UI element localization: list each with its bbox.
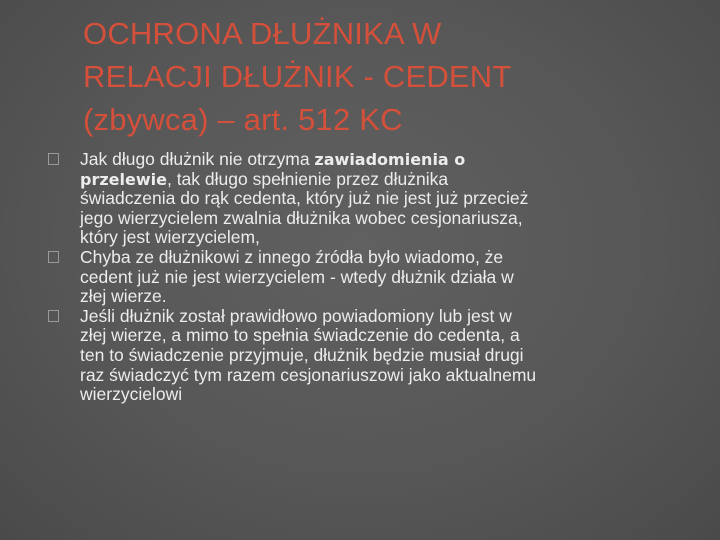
bullet-text <box>80 307 668 405</box>
bullet-line: świadczenia do rąk cedenta, który już nie jest już przecież <box>80 188 529 209</box>
bullet-list <box>48 150 668 405</box>
bullet-text-run: , tak długo spełnienie przez dłużnika <box>166 168 449 189</box>
bullet-line: ten to świadczenie przyjmuje, dłużnik będzie musiał drugi <box>80 344 524 365</box>
bullet-line: złej wierze. <box>80 286 167 307</box>
bullet-line: który jest wierzycielem, <box>80 227 260 248</box>
bullet-line: Chyba ze dłużnikowi z innego źródła było wiadomo, że <box>80 246 504 267</box>
title-line: RELACJI DŁUŻNIK - CEDENT <box>83 59 512 94</box>
bullet-line: złej wierze, a mimo to spełnia świadczenie do cedenta, a <box>80 325 520 346</box>
bullet-line <box>80 150 668 170</box>
bullet-bold-run: zawiadomienia o <box>314 150 466 169</box>
title-line: OCHRONA DŁUŻNIKA W <box>83 16 442 51</box>
bullet-text-run: Jak długo dłużnik nie otrzyma <box>80 149 315 169</box>
bullet-item <box>48 150 668 248</box>
bullet-item <box>48 248 668 307</box>
bullet-line: Jeśli dłużnik został prawidłowo powiadomiony lub jest w <box>80 305 512 326</box>
missing-glyph-box-icon <box>48 153 59 165</box>
slide-title <box>83 12 693 141</box>
bullet-line: wierzycielowi <box>80 384 183 405</box>
bullet-bold-run: przelewie <box>80 169 167 189</box>
bullet-line: cedent już nie jest wierzycielem - wtedy dłużnik działa w <box>80 266 514 287</box>
bullet-text <box>80 150 668 248</box>
missing-glyph-box-icon <box>48 310 59 322</box>
bullet-line <box>80 170 668 190</box>
title-line: (zbywca) – art. 512 KC <box>83 102 403 137</box>
bullet-text <box>80 248 668 307</box>
missing-glyph-box-icon <box>48 251 59 263</box>
bullet-line: raz świadczyć tym razem cesjonariuszowi jako aktualnemu <box>80 364 537 385</box>
bullet-item <box>48 307 668 405</box>
bullet-line: jego wierzycielem zwalnia dłużnika wobec cesjonariusza, <box>80 207 523 228</box>
